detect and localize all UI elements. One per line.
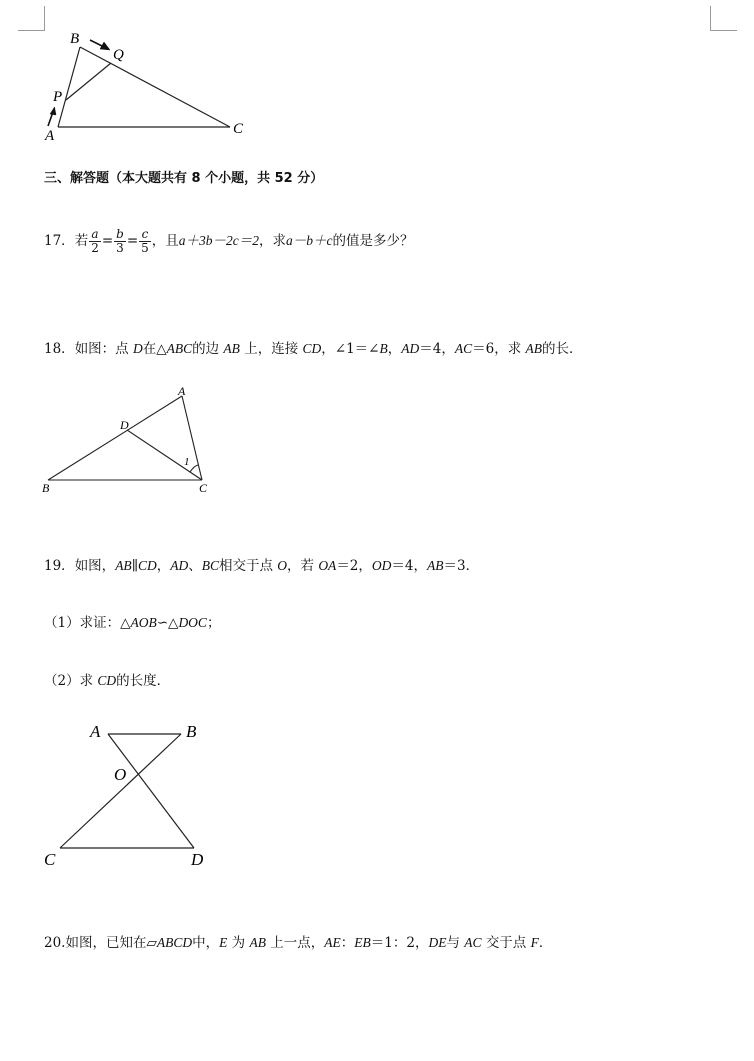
side-ab (58, 47, 80, 127)
label-p: P (53, 89, 63, 105)
side-ba (48, 396, 182, 480)
fraction-denominator: 3 (116, 241, 124, 255)
q19-similar-symbol: ∽△ (156, 615, 179, 631)
side-bc (80, 47, 230, 127)
q20-text: ． (538, 935, 553, 951)
q20-var-de: DE (428, 935, 447, 950)
figure-19-hourglass (36, 716, 226, 876)
q19-var-oa: OA (318, 558, 337, 573)
q20-text: 为 (231, 935, 246, 951)
label-b: B (70, 31, 80, 47)
q19-number: 19． (44, 558, 75, 574)
label-d: D (120, 418, 129, 432)
q18-var-ad: AD (401, 341, 420, 356)
q18-var-b: B (379, 341, 388, 356)
fraction-denominator: 2 (91, 241, 99, 255)
q17-equals-2: = (126, 233, 139, 249)
q20-var-abcd: ABCD (156, 935, 193, 950)
q20-parallelogram-symbol: ▱ (146, 935, 157, 951)
q18-var-d: D (132, 341, 143, 356)
q20-text: 交于点 (485, 935, 527, 951)
question-18 (44, 339, 583, 359)
q19-part1-text: （1）求证：△ (44, 615, 131, 631)
q20-text: ： (340, 935, 355, 951)
q20-text: ＝1：2， (370, 935, 429, 951)
q17-equals-1: = (101, 233, 114, 249)
q20-var-eb: EB (354, 935, 371, 950)
label-angle-1: 1 (184, 456, 190, 468)
q19-part2-text: （2）求 (44, 673, 94, 689)
q20-number: 20. (44, 935, 66, 951)
crop-mark-vertical-left (44, 6, 45, 30)
label-b: B (42, 481, 50, 495)
question-19-part-2 (44, 671, 170, 691)
question-20 (44, 933, 552, 953)
fraction-numerator: b (116, 227, 124, 241)
label-c: C (44, 850, 56, 869)
figure-16-triangle (40, 28, 260, 148)
question-19-part-1 (44, 613, 220, 633)
q17-text-mid: ，且 (151, 233, 179, 249)
figure-18-triangle (36, 380, 226, 496)
q19-var-aob: AOB (130, 615, 157, 630)
question-19 (44, 556, 479, 576)
label-b: B (186, 722, 197, 741)
q18-text: ， (387, 341, 402, 357)
label-d: D (191, 850, 204, 869)
q19-var-o: O (277, 558, 288, 573)
q19-part1-text: ； (206, 615, 221, 631)
q17-condition: a＋3b－2c＝2 (178, 233, 260, 248)
q19-part2-text: 的长度． (116, 673, 171, 689)
arrow-bq-head (100, 42, 110, 50)
q18-var-ab: AB (223, 341, 240, 356)
q17-expression: a－b＋c (286, 233, 333, 248)
q19-text: 、 (188, 558, 202, 574)
q19-var-ad: AD (170, 558, 189, 573)
q18-var-ac: AC (454, 341, 473, 356)
q18-text: 的边 (192, 341, 220, 357)
fraction-denominator: 5 (141, 241, 149, 255)
question-17 (44, 228, 414, 255)
q20-var-ab: AB (249, 935, 266, 950)
q17-text-end: 的值是多少？ (332, 233, 414, 249)
q20-var-e: E (219, 935, 228, 950)
q19-var-od: OD (371, 558, 392, 573)
label-a: A (45, 128, 55, 144)
q18-text: ，∠1＝∠ (321, 341, 380, 357)
q17-number: 17． (44, 233, 75, 249)
label-c: C (233, 121, 244, 137)
fraction-c-over-5 (139, 228, 151, 255)
label-o: O (114, 765, 127, 784)
q19-var-doc: DOC (178, 615, 207, 630)
q18-text: 在△ (142, 341, 167, 357)
q17-text-ask: ，求 (259, 233, 287, 249)
q19-parallel-symbol: ∥ (131, 558, 138, 574)
q18-var-cd: CD (302, 341, 322, 356)
q20-text: 中， (192, 935, 220, 951)
q19-text: ＝4， (391, 558, 427, 574)
fraction-b-over-3 (114, 228, 126, 255)
q20-text: 与 (446, 935, 460, 951)
q18-var-abc: ABC (166, 341, 193, 356)
q18-text: ＝4， (419, 341, 455, 357)
q18-text: 上，连接 (244, 341, 299, 357)
arrow-ap-head (50, 107, 56, 115)
segment-dc (127, 430, 202, 480)
q20-var-f: F (530, 935, 539, 950)
q19-var-cd: CD (137, 558, 157, 573)
fraction-a-over-2 (89, 228, 101, 255)
q18-text: ＝6，求 (472, 341, 522, 357)
q18-text: 的长． (542, 341, 583, 357)
label-c: C (199, 481, 208, 495)
segment-pq (66, 63, 111, 100)
q19-text: ， (156, 558, 171, 574)
q18-var-ab: AB (525, 341, 542, 356)
q19-text: 如图， (74, 558, 116, 574)
label-q: Q (113, 47, 124, 63)
q18-number: 18． (44, 341, 75, 357)
q20-var-ac: AC (464, 935, 482, 950)
q18-text: 如图：点 (74, 341, 129, 357)
q19-var-ab: AB (115, 558, 132, 573)
crop-mark-vertical-right (710, 6, 711, 30)
q19-var-ab: AB (427, 558, 444, 573)
section-heading: 三、解答题（本大题共有 8 个小题，共 52 分） (44, 171, 324, 186)
q19-text: ，若 (287, 558, 315, 574)
q19-text: 相交于点 (218, 558, 273, 574)
q19-var-cd: CD (97, 673, 117, 688)
q19-var-bc: BC (201, 558, 219, 573)
q19-text: ＝2， (336, 558, 372, 574)
crop-mark-horizontal-right (710, 30, 737, 31)
fraction-numerator: c (139, 228, 151, 242)
q17-text-ruo: 若 (74, 233, 89, 249)
q20-text: 上一点， (270, 935, 325, 951)
q19-text: ＝3． (443, 558, 480, 574)
fraction-numerator: a (89, 228, 101, 242)
label-a: A (90, 722, 101, 741)
angle-1-arc (190, 465, 198, 472)
q20-text: 如图，已知在 (65, 935, 147, 951)
q20-var-ae: AE (324, 935, 341, 950)
label-a: A (178, 384, 186, 398)
